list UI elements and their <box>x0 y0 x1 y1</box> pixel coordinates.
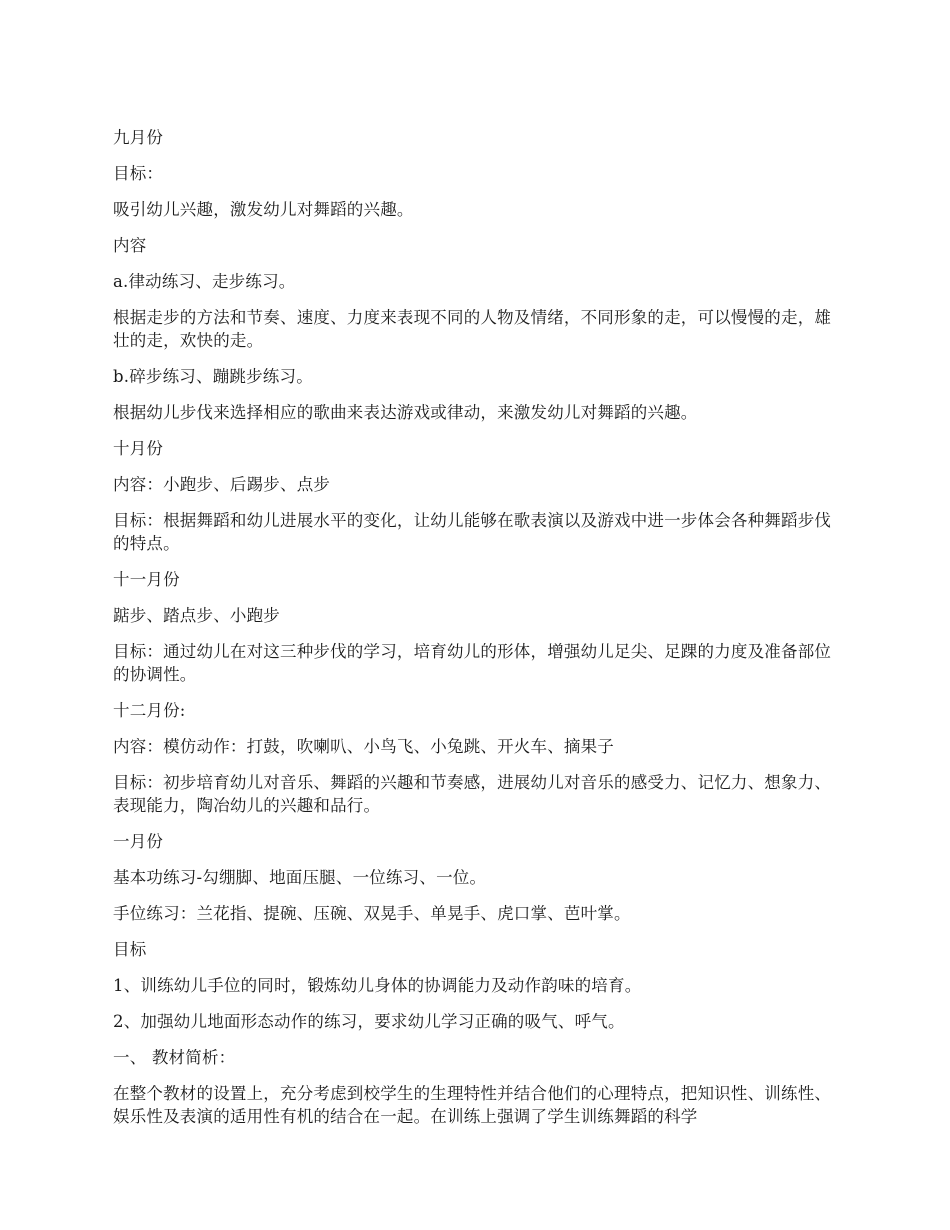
paragraph: 在整个教材的设置上，充分考虑到校学生的生理特性并结合他们的心理特点，把知识性、训练性、娱乐性及表演的适用性有机的结合在一起。在训练上强调了学生训练舞蹈的科学 <box>113 1084 832 1126</box>
heading-december: 十二月份: <box>113 701 186 720</box>
paragraph: 目标：根据舞蹈和幼儿进展水平的变化，让幼儿能够在歌表演以及游戏中进一步体会各种舞蹈步伐的特点。 <box>113 511 832 553</box>
goal-label: 目标： <box>113 164 164 183</box>
paragraph: 根据走步的方法和节奏、速度、力度来表现不同的人物及情绪，不同形象的走，可以慢慢的走，雄壮的走，欢快的走。 <box>113 308 832 350</box>
numbered-item-1: 1、训练幼儿手位的同时，锻炼幼儿身体的协调能力及动作韵味的培育。 <box>113 976 642 995</box>
paragraph: 内容：模仿动作：打鼓，吹喇叭、小鸟飞、小兔跳、开火车、摘果子 <box>113 737 614 756</box>
heading-january: 一月份 <box>113 832 164 851</box>
paragraph: 吸引幼儿兴趣，激发幼儿对舞蹈的兴趣。 <box>113 200 414 219</box>
paragraph: 基本功练习-勾绷脚、地面压腿、一位练习、一位。 <box>113 868 487 887</box>
paragraph: 目标：通过幼儿在对这三种步伐的学习，培育幼儿的形体，增强幼儿足尖、足踝的力度及准备部位的协调性。 <box>113 642 832 684</box>
numbered-item-2: 2、加强幼儿地面形态动作的练习，要求幼儿学习正确的吸气、呼气。 <box>113 1012 625 1031</box>
paragraph: 根据幼儿步伐来选择相应的歌曲来表达游戏或律动，来激发幼儿对舞蹈的兴趣。 <box>113 403 698 422</box>
paragraph: 内容：小跑步、后踢步、点步 <box>113 475 331 494</box>
content-label: 内容 <box>113 236 147 255</box>
heading-september: 九月份 <box>113 128 164 147</box>
document-body <box>113 126 840 1141</box>
list-item-a: a.律动练习、走步练习。 <box>113 272 296 291</box>
list-item-b: b.碎步练习、蹦跳步练习。 <box>113 367 313 386</box>
paragraph: 目标：初步培育幼儿对音乐、舞蹈的兴趣和节奏感，进展幼儿对音乐的感受力、记忆力、想象力、表现能力，陶冶幼儿的兴趣和品行。 <box>113 773 832 815</box>
goal-label: 目标 <box>113 940 147 959</box>
paragraph: 踮步、踏点步、小跑步 <box>113 606 280 625</box>
heading-october: 十月份 <box>113 439 164 458</box>
section-heading: 一、 教材简析： <box>113 1048 236 1067</box>
paragraph: 手位练习：兰花指、提碗、压碗、双晃手、单晃手、虎口掌、芭叶掌。 <box>113 904 631 923</box>
heading-november: 十一月份 <box>113 570 180 589</box>
